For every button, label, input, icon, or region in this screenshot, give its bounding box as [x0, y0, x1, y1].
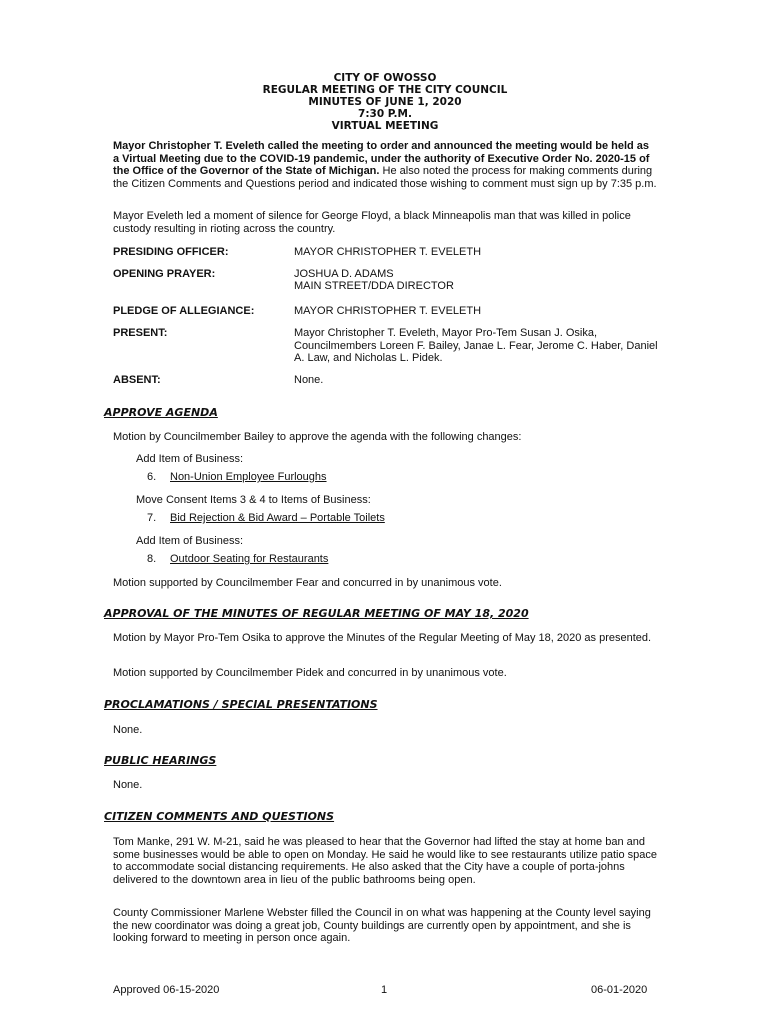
pledge-label: PLEDGE OF ALLEGIANCE: — [113, 305, 255, 317]
minutes-support: Motion supported by Councilmember Pidek and concurred in by unanimous vote. — [113, 667, 507, 679]
present-value: Mayor Christopher T. Eveleth, Mayor Pro-Tem Susan J. Osika, Councilmembers Loreen F. Bailey, Janae L. Fear, Jerome C. Haber, Daniel A. Law, and Nicholas L. Pidek. — [294, 327, 658, 365]
agenda-support: Motion supported by Councilmember Fear and concurred in by unanimous vote. — [113, 577, 502, 589]
add-item-label-2: Add Item of Business: — [136, 535, 243, 547]
footer-date: 06-01-2020 — [591, 984, 648, 996]
add-item-label-1: Add Item of Business: — [136, 453, 243, 465]
footer-page-number: 1 — [381, 984, 388, 996]
meeting-time: 7:30 P.M. — [358, 108, 412, 120]
pledge-value: MAYOR CHRISTOPHER T. EVELETH — [294, 305, 482, 317]
moment-of-silence-paragraph: Mayor Eveleth led a moment of silence for George Floyd, a black Minneapolis man that was killed in police custody resulting in rioting across the country. — [113, 210, 631, 235]
agenda-motion: Motion by Councilmember Bailey to approve the agenda with the following changes: — [113, 431, 522, 443]
opening-prayer-name: JOSHUA D. ADAMS — [294, 268, 394, 280]
public-hearings-body: None. — [113, 779, 143, 791]
approval-of-minutes-heading: APPROVAL OF THE MINUTES OF REGULAR MEETING OF MAY 18, 2020 — [104, 607, 529, 620]
meeting-type: VIRTUAL MEETING — [331, 120, 439, 132]
presiding-officer-label: PRESIDING OFFICER: — [113, 246, 229, 258]
agenda-item-6 — [147, 471, 327, 484]
city-title: CITY OF OWOSSO — [333, 72, 437, 84]
minutes-date: MINUTES OF JUNE 1, 2020 — [308, 96, 462, 108]
absent-value: None. — [294, 374, 324, 386]
minutes-motion: Motion by Mayor Pro-Tem Osika to approve the Minutes of the Regular Meeting of May 18, 2020 as presented. — [113, 632, 652, 644]
meeting-title: REGULAR MEETING OF THE CITY COUNCIL — [262, 84, 508, 96]
proclamations-body: None. — [113, 724, 143, 736]
approve-agenda-heading: APPROVE AGENDA — [104, 406, 218, 419]
comment-paragraph-2: County Commissioner Marlene Webster filled the Council in on what was happening at the County level saying the new coordinator was doing a great job, County buildings are currently open by appointment, and she is looking forward to meeting in person once again. — [113, 907, 651, 945]
footer-approved: Approved 06-15-2020 — [113, 984, 220, 996]
item-number: 8. — [147, 553, 157, 565]
intro-rest-text: He also noted the process for making comments during the Citizen Comments and Questions period and indicated those wishing to comment must sign up by 7:35 p.m. — [113, 165, 657, 190]
opening-prayer-label: OPENING PRAYER: — [113, 268, 216, 280]
item-title: Non-Union Employee Furloughs — [170, 471, 327, 483]
move-consent-label: Move Consent Items 3 & 4 to Items of Business: — [136, 494, 371, 506]
intro-bold-text: Mayor Christopher T. Eveleth called the meeting to order and announced the meeting would be held as a Virtual Meeting due to the COVID-19 pandemic, under the authority of Executive Order No. 2020-15 of the Office of the Governor of the State of Michigan. — [113, 140, 650, 178]
intro-paragraph — [113, 140, 658, 190]
item-title: Outdoor Seating for Restaurants — [170, 553, 329, 565]
citizen-comments-heading: CITIZEN COMMENTS AND QUESTIONS — [104, 810, 335, 823]
item-number: 6. — [147, 471, 157, 483]
item-title: Bid Rejection & Bid Award – Portable Toilets — [170, 512, 385, 524]
comment-paragraph-1: Tom Manke, 291 W. M-21, said he was pleased to hear that the Governor had lifted the stay at home ban and some businesses would be able to open on Monday. He said he would like to see restaurants utilize patio space to accommodate social distancing requirements. He also asked that the City have a couple of porta-johns delivered to the downtown area in lieu of the public bathrooms being open. — [113, 836, 658, 886]
public-hearings-heading: PUBLIC HEARINGS — [104, 754, 217, 767]
item-number: 7. — [147, 512, 157, 524]
agenda-item-7 — [147, 512, 385, 525]
opening-prayer-title: MAIN STREET/DDA DIRECTOR — [294, 280, 454, 292]
presiding-officer-value: MAYOR CHRISTOPHER T. EVELETH — [294, 246, 482, 258]
present-label: PRESENT: — [113, 327, 168, 339]
proclamations-heading: PROCLAMATIONS / SPECIAL PRESENTATIONS — [104, 698, 378, 711]
absent-label: ABSENT: — [113, 374, 161, 386]
agenda-item-8 — [147, 553, 328, 566]
